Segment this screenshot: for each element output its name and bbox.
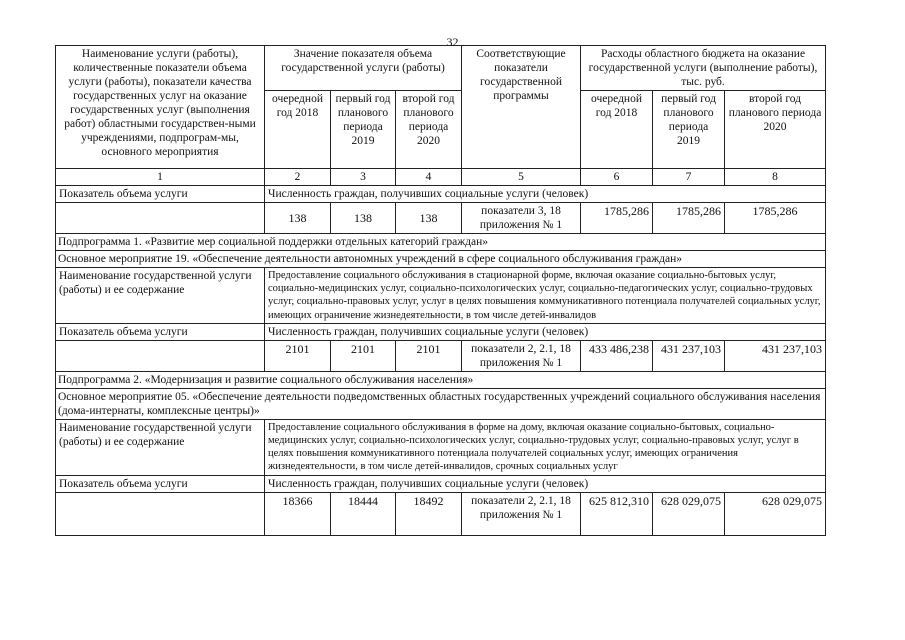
subprogram-row	[56, 371, 826, 388]
header-value-2020: второй год планового периода 2020	[396, 91, 462, 169]
header-group-values: Значение показателя объема государственной услуги (работы)	[265, 46, 462, 91]
expense-2019: 431 237,103	[653, 340, 725, 371]
column-number: 1	[56, 169, 265, 186]
service-description: Предоставление социального обслуживания в форме на дому, включая оказание социально-бытовых, социально-медицинских услуг, социально-психологических услуг, социально-трудовых услуг, социально-правовых услуг, услуг в целях повышения коммуникативного потенциала получателей социальных услуг, имеющих ограничения жизнедеятельности, в том числе детей-инвалидов, срочных социальных услуг	[265, 419, 826, 475]
empty-cell	[56, 492, 265, 535]
service-description: Предоставление социального обслуживания в стационарной форме, включая оказание социально-бытовых услуг, социально-медицинских услуг, социально-психологических услуг, социально-педагогических услуг, социально-трудовых услуг, социально-правовых услуг, услуг в целях повышения коммуникативного потенциала получателей социальных услуг, имеющих ограничение жизнедеятельности, в том числе детей-инвалидов	[265, 268, 826, 324]
values-row	[56, 340, 826, 371]
program-indicators: показатели 2, 2.1, 18 приложения № 1	[462, 340, 581, 371]
program-indicators: показатели 2, 2.1, 18 приложения № 1	[462, 492, 581, 535]
indicator-text: Численность граждан, получивших социальные услуги (человек)	[265, 475, 826, 492]
indicator-text: Численность граждан, получивших социальные услуги (человек)	[265, 323, 826, 340]
column-number: 2	[265, 169, 331, 186]
indicator-row	[56, 186, 826, 203]
value-2018: 18366	[265, 492, 331, 535]
value-2020: 2101	[396, 340, 462, 371]
expense-2020: 1785,286	[725, 203, 826, 234]
value-2019: 138	[331, 203, 396, 234]
service-row	[56, 268, 826, 324]
indicator-row	[56, 323, 826, 340]
value-2019: 18444	[331, 492, 396, 535]
header-expense-2019: первый год планового периода 2019	[653, 91, 725, 169]
expense-2018: 1785,286	[581, 203, 653, 234]
empty-cell	[56, 340, 265, 371]
header-value-2019: первый год планового периода 2019	[331, 91, 396, 169]
header-row-groups	[56, 46, 826, 91]
expense-2019: 628 029,075	[653, 492, 725, 535]
service-row	[56, 419, 826, 475]
indicator-label: Показатель объема услуги	[56, 475, 265, 492]
expense-2019: 1785,286	[653, 203, 725, 234]
expense-2020: 431 237,103	[725, 340, 826, 371]
value-2018: 2101	[265, 340, 331, 371]
header-value-2018: очередной год 2018	[265, 91, 331, 169]
values-row	[56, 492, 826, 535]
column-numbers-row	[56, 169, 826, 186]
empty-cell	[56, 203, 265, 234]
measure-05-title: Основное мероприятие 05. «Обеспечение деятельности подведомственных областных государственных учреждений социального обслуживания населения (дома-интернаты, комплексные центры)»	[56, 388, 826, 419]
header-group-programs: Соответствующие показатели государственной программы	[462, 46, 581, 169]
values-row	[56, 203, 826, 234]
measure-row	[56, 388, 826, 419]
expense-2020: 628 029,075	[725, 492, 826, 535]
indicator-label: Показатель объема услуги	[56, 186, 265, 203]
subprogram-1-title: Подпрограмма 1. «Развитие мер социальной поддержки отдельных категорий граждан»	[56, 234, 826, 251]
value-2020: 18492	[396, 492, 462, 535]
expense-2018: 625 812,310	[581, 492, 653, 535]
indicator-row	[56, 475, 826, 492]
indicator-label: Показатель объема услуги	[56, 323, 265, 340]
column-number: 4	[396, 169, 462, 186]
page-number: 32	[446, 35, 459, 49]
column-number: 8	[725, 169, 826, 186]
column-number: 5	[462, 169, 581, 186]
measure-19-title: Основное мероприятие 19. «Обеспечение деятельности автономных учреждений в сфере социального обслуживания граждан»	[56, 251, 826, 268]
value-2020: 138	[396, 203, 462, 234]
service-label: Наименование государственной услуги (работы) и ее содержание	[56, 268, 265, 324]
service-label: Наименование государственной услуги (работы) и ее содержание	[56, 419, 265, 475]
value-2019: 2101	[331, 340, 396, 371]
header-expense-2020: второй год планового периода 2020	[725, 91, 826, 169]
column-number: 7	[653, 169, 725, 186]
value-2018: 138	[265, 203, 331, 234]
program-indicators: показатели 3, 18 приложения № 1	[462, 203, 581, 234]
header-expense-2018: очередной год 2018	[581, 91, 653, 169]
subprogram-row	[56, 234, 826, 251]
subprogram-2-title: Подпрограмма 2. «Модернизация и развитие социального обслуживания населения»	[56, 371, 826, 388]
column-number: 6	[581, 169, 653, 186]
budget-table	[55, 45, 826, 536]
column-number: 3	[331, 169, 396, 186]
expense-2018: 433 486,238	[581, 340, 653, 371]
header-group-expenses: Расходы областного бюджета на оказание государственной услуги (выполнение работы), тыс. руб.	[581, 46, 826, 91]
measure-row	[56, 251, 826, 268]
indicator-text: Численность граждан, получивших социальные услуги (человек)	[265, 186, 826, 203]
header-col1: Наименование услуги (работы), количественные показатели объема услуги (работы), показатели качества государственных услуг на оказание государственных услуг (выполнения работ) областными государствен-ными учреждениями, подпрограм-мы, основного мероприятия	[56, 46, 265, 169]
